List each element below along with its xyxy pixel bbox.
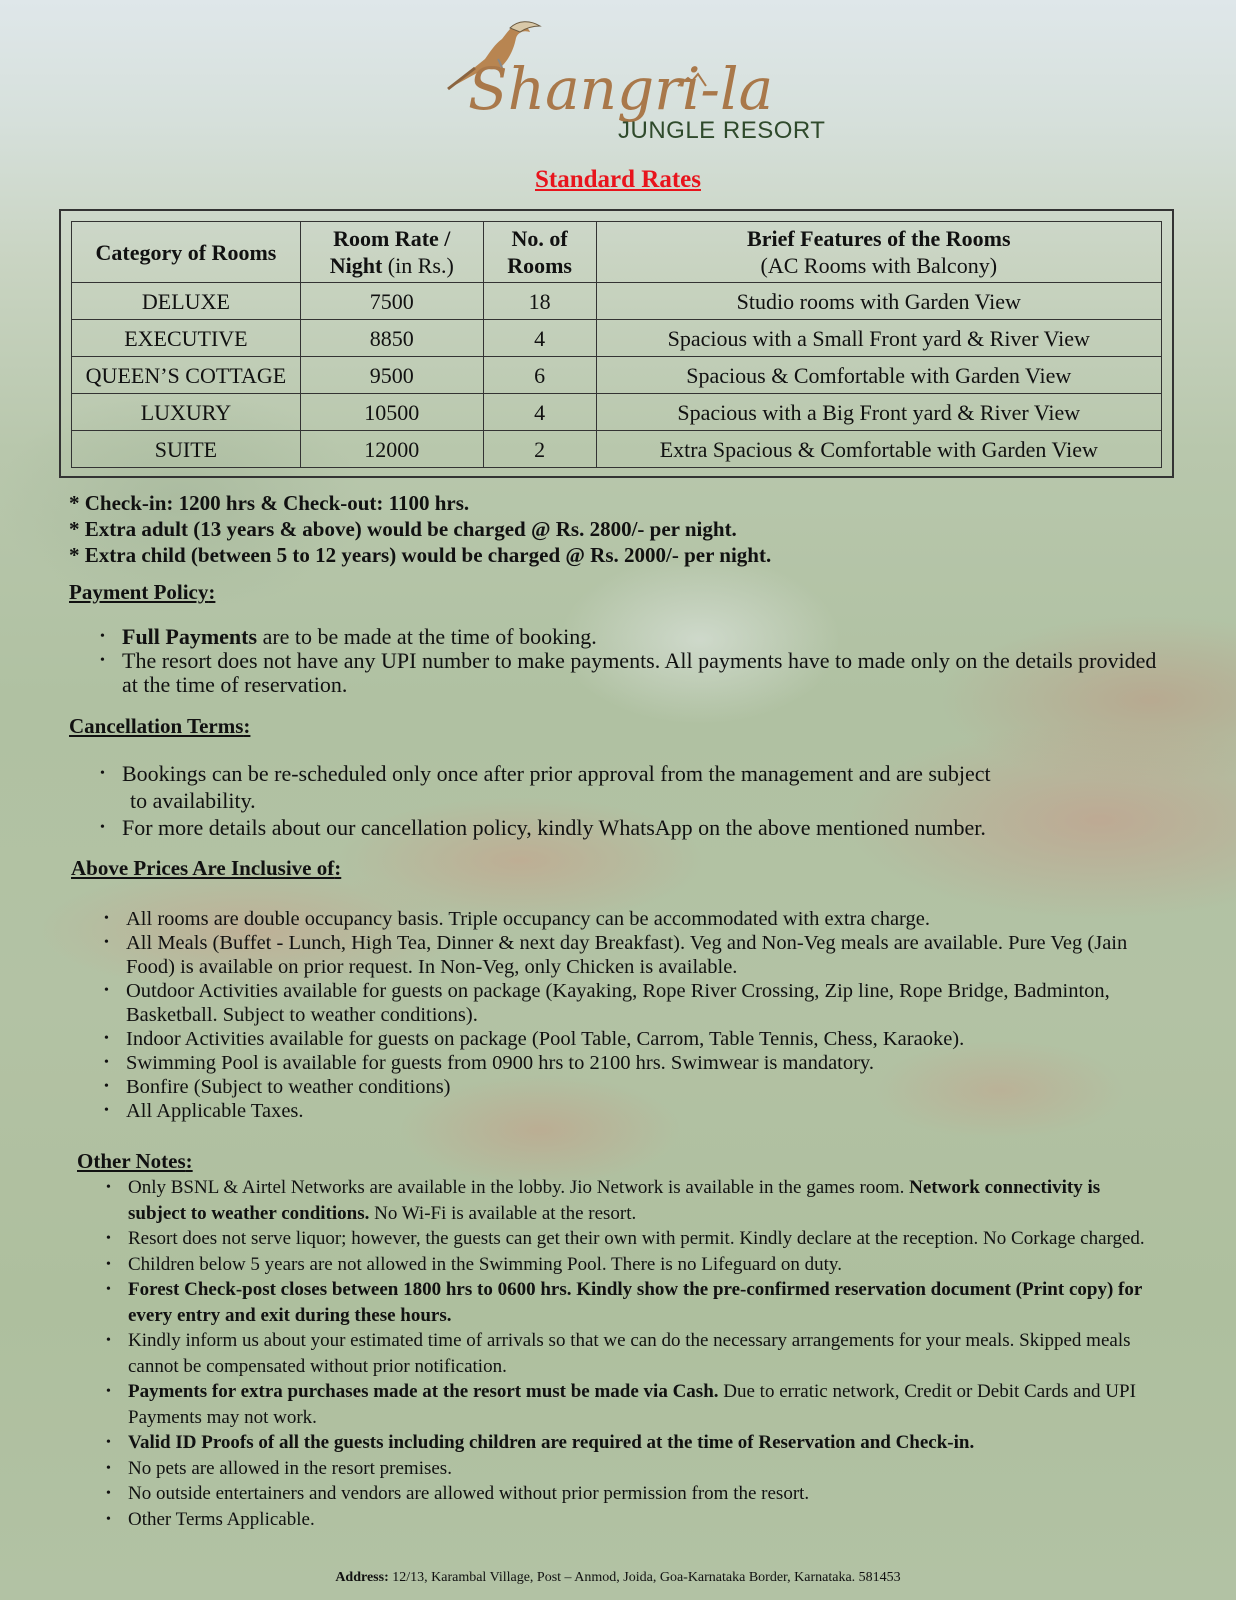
heading-colon: :: [334, 856, 342, 880]
list-item-text: Only BSNL & Airtel Networks are available in the lobby. Jio Network is available in the games room.: [128, 1177, 910, 1198]
list-item-bold: Network connectivity is subject to weather conditions.: [128, 1177, 1101, 1224]
svg-text:JUNGLE RESORT: JUNGLE RESORT: [618, 117, 826, 144]
list-item-bold: Full Payments: [122, 624, 258, 649]
address-label: Address:: [335, 1570, 389, 1585]
svg-text:Shangri-la: Shangri-la: [468, 55, 774, 123]
list-item: [128, 1252, 1158, 1278]
list-item-bold: Payments for extra purchases made at the resort must be made via Cash.: [128, 1381, 719, 1402]
list-item: [122, 625, 1162, 649]
checkin-notes: [69, 490, 771, 568]
list-item-bold: Forest Check-post closes between 1800 hrs to 0600 hrs. Kindly show the pre-confirmed reservation document (Print copy) for every entry and exit during these hours.: [128, 1279, 1142, 1326]
cell-rooms: 6: [483, 357, 596, 394]
header-category: Category of Rooms: [72, 222, 301, 283]
list-item: [128, 1277, 1158, 1328]
list-item-text: Kindly inform us about your estimated time of arrivals so that we can do the necessary arrangements for your meals. Skipped meals cannot be compensated without prior notification.: [128, 1330, 1131, 1377]
list-item-text: Resort does not serve liquor; however, the guests can get their own with permit. Kindly declare at the reception. No Corkage charged.: [128, 1228, 1145, 1249]
list-item: [122, 760, 1162, 814]
page-title: Standard Rates: [535, 166, 701, 193]
note-extra-adult: * Extra adult (13 years & above) would be charged @ Rs. 2800/- per night.: [69, 517, 737, 541]
inclusions-list: [126, 907, 1166, 1123]
list-item-text: The resort does not have any UPI number to make payments. All payments have to made only on the details provided at the time of reservation.: [122, 648, 1157, 697]
cell-category: QUEEN’S COTTAGE: [72, 357, 301, 394]
payment-policy-list: [122, 625, 1162, 697]
list-item-text: Other Terms Applicable.: [128, 1508, 315, 1530]
inclusions-heading-text: Above Prices Are Inclusive of: [71, 856, 335, 880]
list-item: [128, 1226, 1158, 1252]
other-notes-heading: [77, 1149, 193, 1174]
payment-policy-heading-text: Payment Policy: [69, 580, 209, 604]
cell-category: SUITE: [72, 431, 301, 468]
list-item: [128, 1507, 1158, 1533]
list-item: • Bonfire (Subject to weather conditions): [126, 1075, 1166, 1099]
list-item: [128, 1175, 1158, 1226]
cell-rate: 10500: [300, 394, 483, 431]
header-features-line2: (AC Rooms with Balcony): [760, 253, 998, 278]
address-text: 12/13, Karambal Village, Post – Anmod, Joida, Goa-Karnataka Border, Karnataka. 581453: [388, 1570, 901, 1585]
header-room-rate-line1: Room Rate /: [333, 226, 451, 251]
heading-colon: :: [243, 714, 251, 738]
cell-rate: 12000: [300, 431, 483, 468]
table-header-row: [72, 222, 1162, 283]
header-room-rate-night: Night: [329, 253, 383, 278]
list-item-text: No outside entertainers and vendors are allowed without prior permission from the resort.: [128, 1483, 810, 1504]
list-item: • All Applicable Taxes.: [126, 1099, 1166, 1123]
list-item: [128, 1456, 1158, 1482]
table-row: [72, 431, 1162, 468]
cell-features: Spacious & Comfortable with Garden View: [596, 357, 1161, 394]
header-room-rate-unit: (in Rs.): [382, 253, 454, 278]
cancellation-terms-heading: [69, 714, 250, 739]
rates-table-frame: [59, 209, 1174, 478]
table-row: [72, 320, 1162, 357]
heading-colon: :: [185, 1149, 193, 1173]
list-item: • Swimming Pool is available for guests from 0900 hrs to 2100 hrs. Swimwear is mandatory.: [126, 1051, 1166, 1075]
rates-table: [71, 221, 1162, 468]
cell-category: DELUXE: [72, 283, 301, 320]
cell-rooms: 4: [483, 320, 596, 357]
address-footer: [0, 1570, 1236, 1586]
list-item-text: are to be made at the time of booking.: [257, 624, 597, 649]
table-row: [72, 394, 1162, 431]
cell-rooms: 4: [483, 394, 596, 431]
list-item-text: Bookings can be re-scheduled only once after prior approval from the management and are subject: [122, 761, 991, 786]
table-row: [72, 357, 1162, 394]
cell-rate: 8850: [300, 320, 483, 357]
cell-features: Spacious with a Small Front yard & River View: [596, 320, 1161, 357]
header-no-of-rooms: [483, 222, 596, 283]
list-item: [128, 1379, 1158, 1430]
other-notes-list: [128, 1175, 1158, 1532]
cell-features: Studio rooms with Garden View: [596, 283, 1161, 320]
cell-features: Spacious with a Big Front yard & River View: [596, 394, 1161, 431]
table-row: [72, 283, 1162, 320]
header-features: [596, 222, 1161, 283]
list-item-bold: Valid ID Proofs of all the guests including children are required at the time of Reservation and Check-in.: [128, 1432, 975, 1453]
list-item: [128, 1430, 1158, 1456]
list-item: • Outdoor Activities available for guests on package (Kayaking, Rope River Crossing, Zip line, Rope Bridge, Badminton, Basketball. Subject to weather conditions).: [126, 979, 1166, 1027]
cell-rooms: 18: [483, 283, 596, 320]
cell-features: Extra Spacious & Comfortable with Garden View: [596, 431, 1161, 468]
list-item-text: For more details about our cancellation policy, kindly WhatsApp on the above mentioned number.: [122, 815, 986, 840]
list-item-text-after: No Wi-Fi is available at the resort.: [369, 1202, 637, 1224]
list-item-text-continued: to availability.: [130, 788, 256, 813]
list-item: • All Meals (Buffet - Lunch, High Tea, Dinner & next day Breakfast). Veg and Non-Veg meals are available. Pure Veg (Jain Food) is available on prior request. In Non-Veg, only Chicken is available.: [126, 931, 1166, 979]
cancellation-terms-list: [122, 760, 1162, 841]
hornbill-logo-icon: [440, 14, 826, 154]
cell-rate: 9500: [300, 357, 483, 394]
header-room-rate: [300, 222, 483, 283]
cell-rooms: 2: [483, 431, 596, 468]
list-item: • Indoor Activities available for guests on package (Pool Table, Carrom, Table Tennis, Chess, Karaoke).: [126, 1027, 1166, 1051]
cell-rate: 7500: [300, 283, 483, 320]
cell-category: EXECUTIVE: [72, 320, 301, 357]
inclusions-heading: [71, 856, 341, 881]
list-item: [128, 1481, 1158, 1507]
list-item-text: No pets are allowed in the resort premises.: [128, 1457, 452, 1479]
cell-category: LUXURY: [72, 394, 301, 431]
header-rooms-line1: No. of: [511, 226, 568, 251]
note-extra-child: * Extra child (between 5 to 12 years) would be charged @ Rs. 2000/- per night.: [69, 543, 772, 567]
heading-colon: :: [208, 580, 216, 604]
list-item: [122, 814, 1162, 841]
list-item: [128, 1328, 1158, 1379]
list-item-text-after: Due to erratic network, Credit or Debit Cards and UPI Payments may not work.: [128, 1381, 1136, 1428]
cancellation-terms-heading-text: Cancellation Terms: [69, 714, 244, 738]
header-rooms-line2: Rooms: [507, 253, 572, 278]
payment-policy-heading: [69, 580, 215, 605]
list-item-text: Children below 5 years are not allowed in the Swimming Pool. There is no Lifeguard on duty.: [128, 1253, 842, 1275]
list-item: [122, 649, 1162, 697]
other-notes-heading-text: Other Notes: [77, 1149, 186, 1173]
header-features-line1: Brief Features of the Rooms: [747, 226, 1011, 251]
note-checkin: * Check-in: 1200 hrs & Check-out: 1100 hrs.: [69, 491, 470, 515]
list-item: • All rooms are double occupancy basis. Triple occupancy can be accommodated with extra charge.: [126, 907, 1166, 931]
resort-logo: [440, 14, 826, 154]
